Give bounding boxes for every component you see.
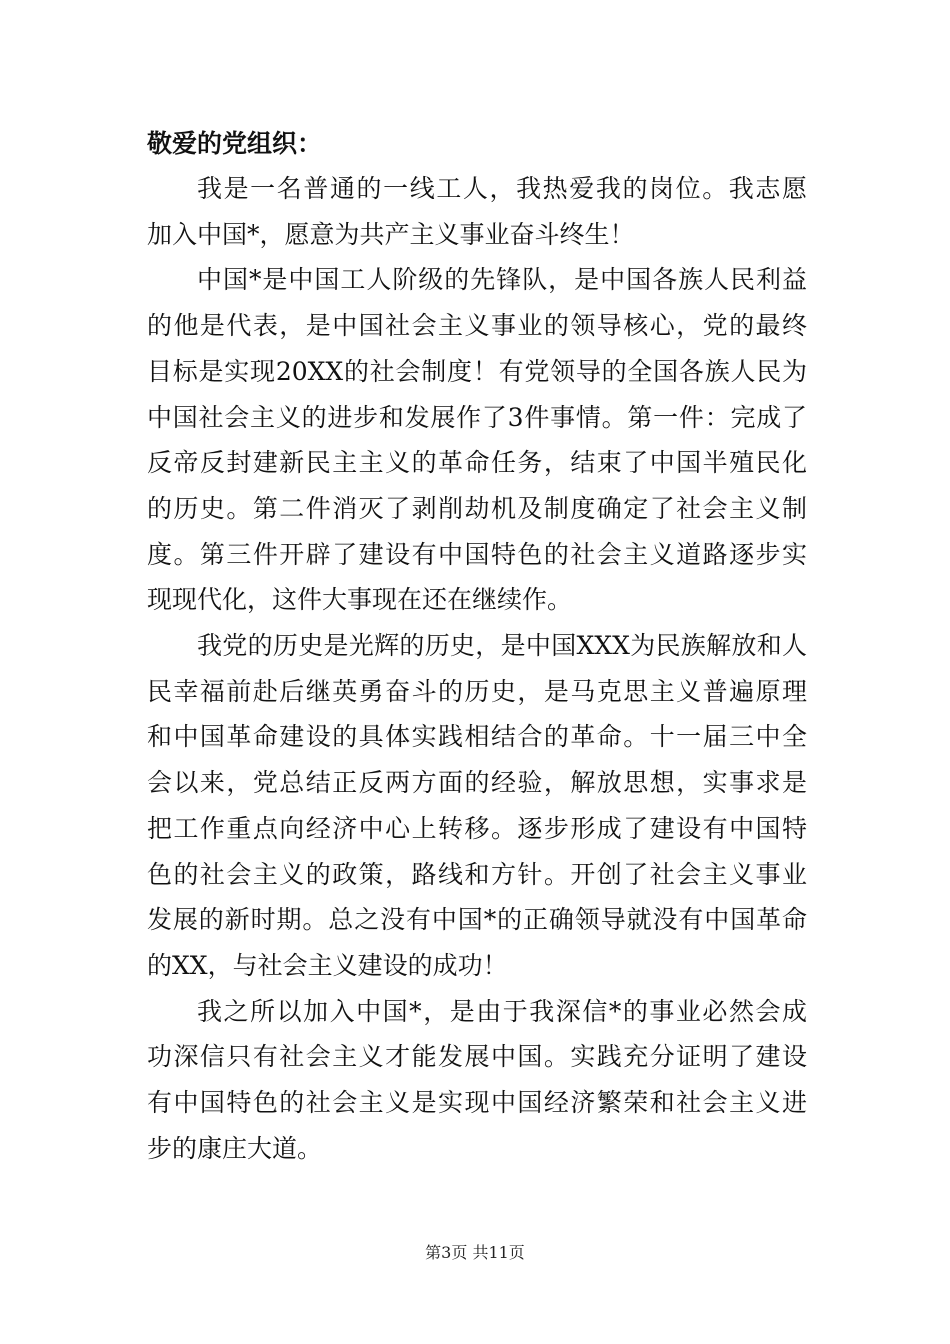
paragraph-3-line-1: 我党的历史是光辉的历史，是中国XXX为民族解放和人 (197, 631, 807, 660)
paragraph-4-line-3: 有中国特色的社会主义是实现中国经济繁荣和社会主义进 (147, 1088, 807, 1117)
paragraph-3-line-7: 发展的新时期。总之没有中国*的正确领导就没有中国革命 (147, 905, 807, 935)
paragraph-2-line-3: 目标是实现20XX的社会制度！有党领导的全国各族人民为 (147, 356, 807, 386)
paragraph-1-line-2: 加入中国*，愿意为共产主义事业奋斗终生！ (147, 219, 635, 249)
paragraph-3-line-8: 的XX，与社会主义建设的成功！ (147, 950, 508, 980)
paragraph-4-line-2: 功深信只有社会主义才能发展中国。实践充分证明了建设 (147, 1042, 807, 1072)
page-footer: 第3页 共11页 (425, 1243, 525, 1262)
paragraph-2-line-1: 中国*是中国工人阶级的先锋队，是中国各族人民利益 (197, 265, 807, 295)
paragraph-3-line-3: 和中国革命建设的具体实践相结合的革命。十一届三中全 (147, 722, 807, 752)
paragraph-2-line-4: 中国社会主义的进步和发展作了3件事情。第一件：完成了 (147, 402, 807, 432)
paragraph-4-line-1: 我之所以加入中国*，是由于我深信*的事业必然会成 (197, 996, 807, 1026)
paragraph-2-line-8: 现现代化，这件大事现在还在继续作。 (147, 585, 573, 615)
paragraph-2-line-5: 反帝反封建新民主主义的革命任务，结束了中国半殖民化 (147, 448, 807, 478)
paragraph-3-line-2: 民幸福前赴后继英勇奋斗的历史，是马克思主义普遍原理 (147, 676, 807, 706)
paragraph-1-line-1: 我是一名普通的一线工人，我热爱我的岗位。我志愿 (197, 174, 807, 203)
salutation: 敬爱的党组织： (147, 129, 323, 158)
paragraph-3-line-6: 色的社会主义的政策，路线和方针。开创了社会主义事业 (147, 859, 807, 889)
paragraph-2-line-6: 的历史。第二件消灭了剥削劫机及制度确定了社会主义制 (147, 493, 807, 523)
paragraph-2-line-7: 度。第三件开辟了建设有中国特色的社会主义道路逐步实 (147, 539, 807, 569)
paragraph-3-line-4: 会以来，党总结正反两方面的经验，解放思想，实事求是 (147, 768, 807, 798)
paragraph-4-line-4: 步的康庄大道。 (147, 1133, 323, 1163)
paragraph-3-line-5: 把工作重点向经济中心上转移。逐步形成了建设有中国特 (147, 813, 807, 843)
paragraph-2-line-2: 的他是代表，是中国社会主义事业的领导核心，党的最终 (147, 311, 807, 341)
